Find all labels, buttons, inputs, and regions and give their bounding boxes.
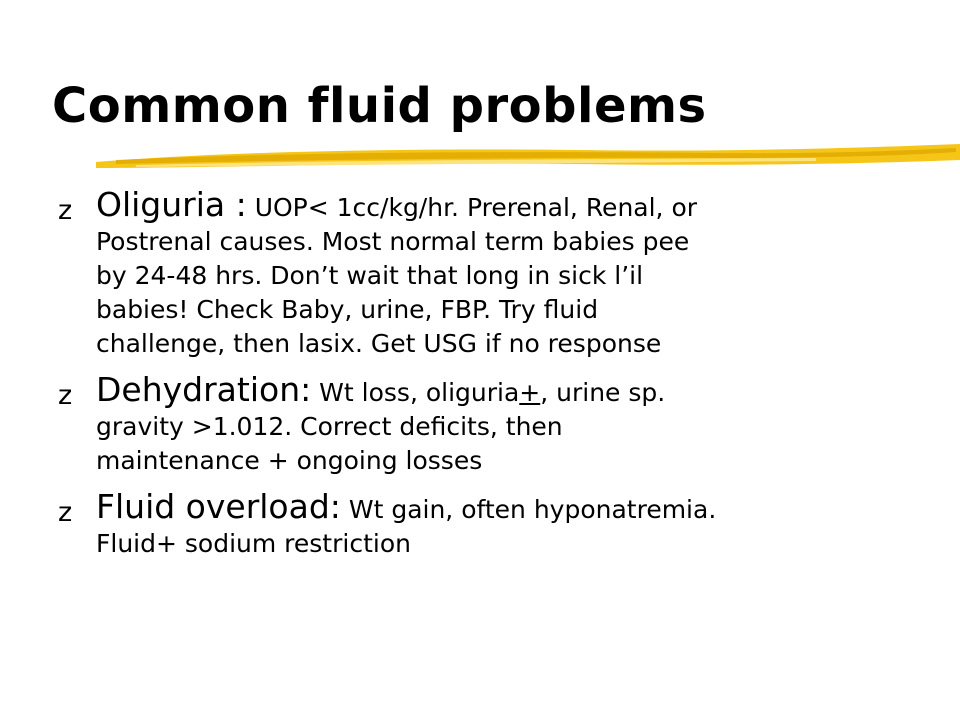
bullet-oliguria [58, 185, 938, 361]
bullet-lead: Dehydration: [96, 370, 312, 409]
bullet-text: by 24-48 hrs. Don’t wait that long in sick l’il [96, 261, 644, 290]
plus-minus-symbol: + [519, 378, 541, 407]
bullet-text: babies! Check Baby, urine, FBP. Try fluid [96, 295, 599, 324]
bullet-lead: Fluid overload: [96, 487, 341, 526]
bullet-text: , urine sp. [540, 378, 666, 407]
bullet-marker: z [58, 195, 73, 226]
bullet-marker: z [58, 497, 73, 528]
bullet-marker: z [58, 380, 73, 411]
bullet-text: gravity >1.012. Correct deficits, then [96, 412, 563, 441]
bullet-line [96, 185, 938, 225]
bullet-text: Wt loss, oliguria [311, 378, 520, 407]
bullet-list [58, 185, 938, 573]
title-underline-brushstroke [96, 138, 960, 178]
bullet-text: Fluid+ sodium restriction [96, 529, 411, 558]
bullet-text: challenge, then lasix. Get USG if no response [96, 329, 662, 358]
bullet-text: UOP< 1cc/kg/hr. Prerenal, Renal, or [246, 193, 698, 222]
bullet-fluid-overload [58, 487, 938, 561]
slide-title: Common fluid problems [52, 78, 707, 134]
bullet-line [96, 487, 938, 527]
bullet-text: Postrenal causes. Most normal term babies pee [96, 227, 690, 256]
bullet-dehydration [58, 370, 938, 478]
bullet-text: Wt gain, often hyponatremia. [340, 495, 717, 524]
bullet-line [96, 370, 938, 410]
bullet-text: maintenance + ongoing losses [96, 446, 483, 475]
bullet-lead: Oliguria : [96, 185, 247, 224]
